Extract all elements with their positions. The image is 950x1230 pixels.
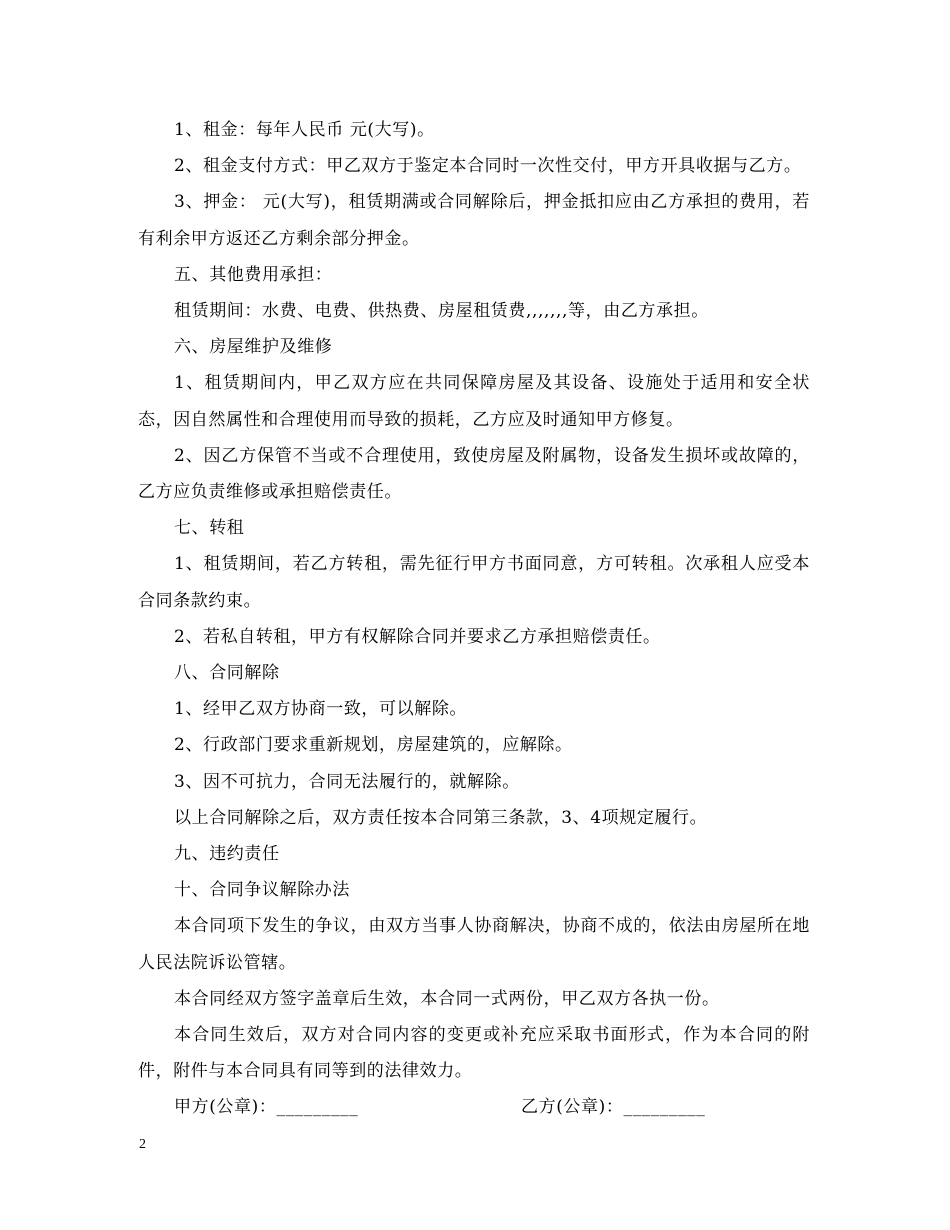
section-heading-breach: 九、违约责任	[174, 844, 280, 865]
party-a-seal-line: 甲方(公章)：_________	[174, 1097, 359, 1118]
contract-body	[138, 112, 810, 1125]
clause-maintenance-2: 2、因乙方保管不当或不合理使用，致使房屋及附属物，设备发生损坏或故障的，乙方应负责维修或承担赔偿责任。	[138, 445, 810, 503]
section-heading-other-costs: 五、其他费用承担：	[174, 264, 333, 285]
section-heading-sublease: 七、转租	[174, 518, 245, 539]
clause-utility-costs: 租赁期间：水费、电费、供热费、房屋租赁费,,,,,,,等，由乙方承担。	[174, 301, 709, 322]
clause-maintenance-1: 1、租赁期间内，甲乙双方应在共同保障房屋及其设备、设施处于适用和安全状态，因自然属性和合理使用而导致的损耗，乙方应及时通知甲方修复。	[138, 373, 810, 430]
signature-row	[138, 1089, 810, 1125]
clause-effective: 本合同经双方签字盖章后生效，本合同一式两份，甲乙双方各执一份。	[174, 988, 720, 1009]
clause-termination-1: 1、经甲乙双方协商一致，可以解除。	[174, 699, 468, 720]
clause-termination-2: 2、行政部门要求重新规划，房屋建筑的，应解除。	[174, 735, 573, 756]
clause-rent-payment: 2、租金支付方式：甲乙双方于鉴定本合同时一次性交付，甲方开具收据与乙方。	[174, 156, 802, 177]
section-heading-maintenance: 六、房屋维护及维修	[174, 337, 333, 358]
clause-termination-after: 以上合同解除之后，双方责任按本合同第三条款，3、4项规定履行。	[174, 807, 708, 828]
party-b-seal-line: 乙方(公章)：_________	[521, 1097, 706, 1118]
clause-amendment: 本合同生效后，双方对合同内容的变更或补充应采取书面形式，作为本合同的附件，附件与本合同具有同等到的法律效力。	[138, 1025, 810, 1082]
section-heading-termination: 八、合同解除	[174, 663, 280, 684]
clause-dispute: 本合同项下发生的争议，由双方当事人协商解决，协商不成的，依法由房屋所在地人民法院诉讼管辖。	[138, 916, 810, 973]
clause-sublease-1: 1、租赁期间，若乙方转租，需先征行甲方书面同意，方可转租。次承租人应受本合同条款约束。	[138, 554, 810, 611]
clause-rent-amount: 1、租金：每年人民币 元(大写)。	[174, 120, 435, 140]
clause-termination-3: 3、因不可抗力，合同无法履行的，就解除。	[174, 771, 520, 792]
clause-sublease-2: 2、若私自转租，甲方有权解除合同并要求乙方承担赔偿责任。	[174, 626, 661, 647]
section-heading-dispute: 十、合同争议解除办法	[174, 880, 350, 901]
page-number: 2	[139, 1137, 146, 1152]
clause-deposit: 3、押金： 元(大写)，租赁期满或合同解除后，押金抵扣应由乙方承担的费用，若有利余甲方返还乙方剩余部分押金。	[138, 192, 810, 249]
